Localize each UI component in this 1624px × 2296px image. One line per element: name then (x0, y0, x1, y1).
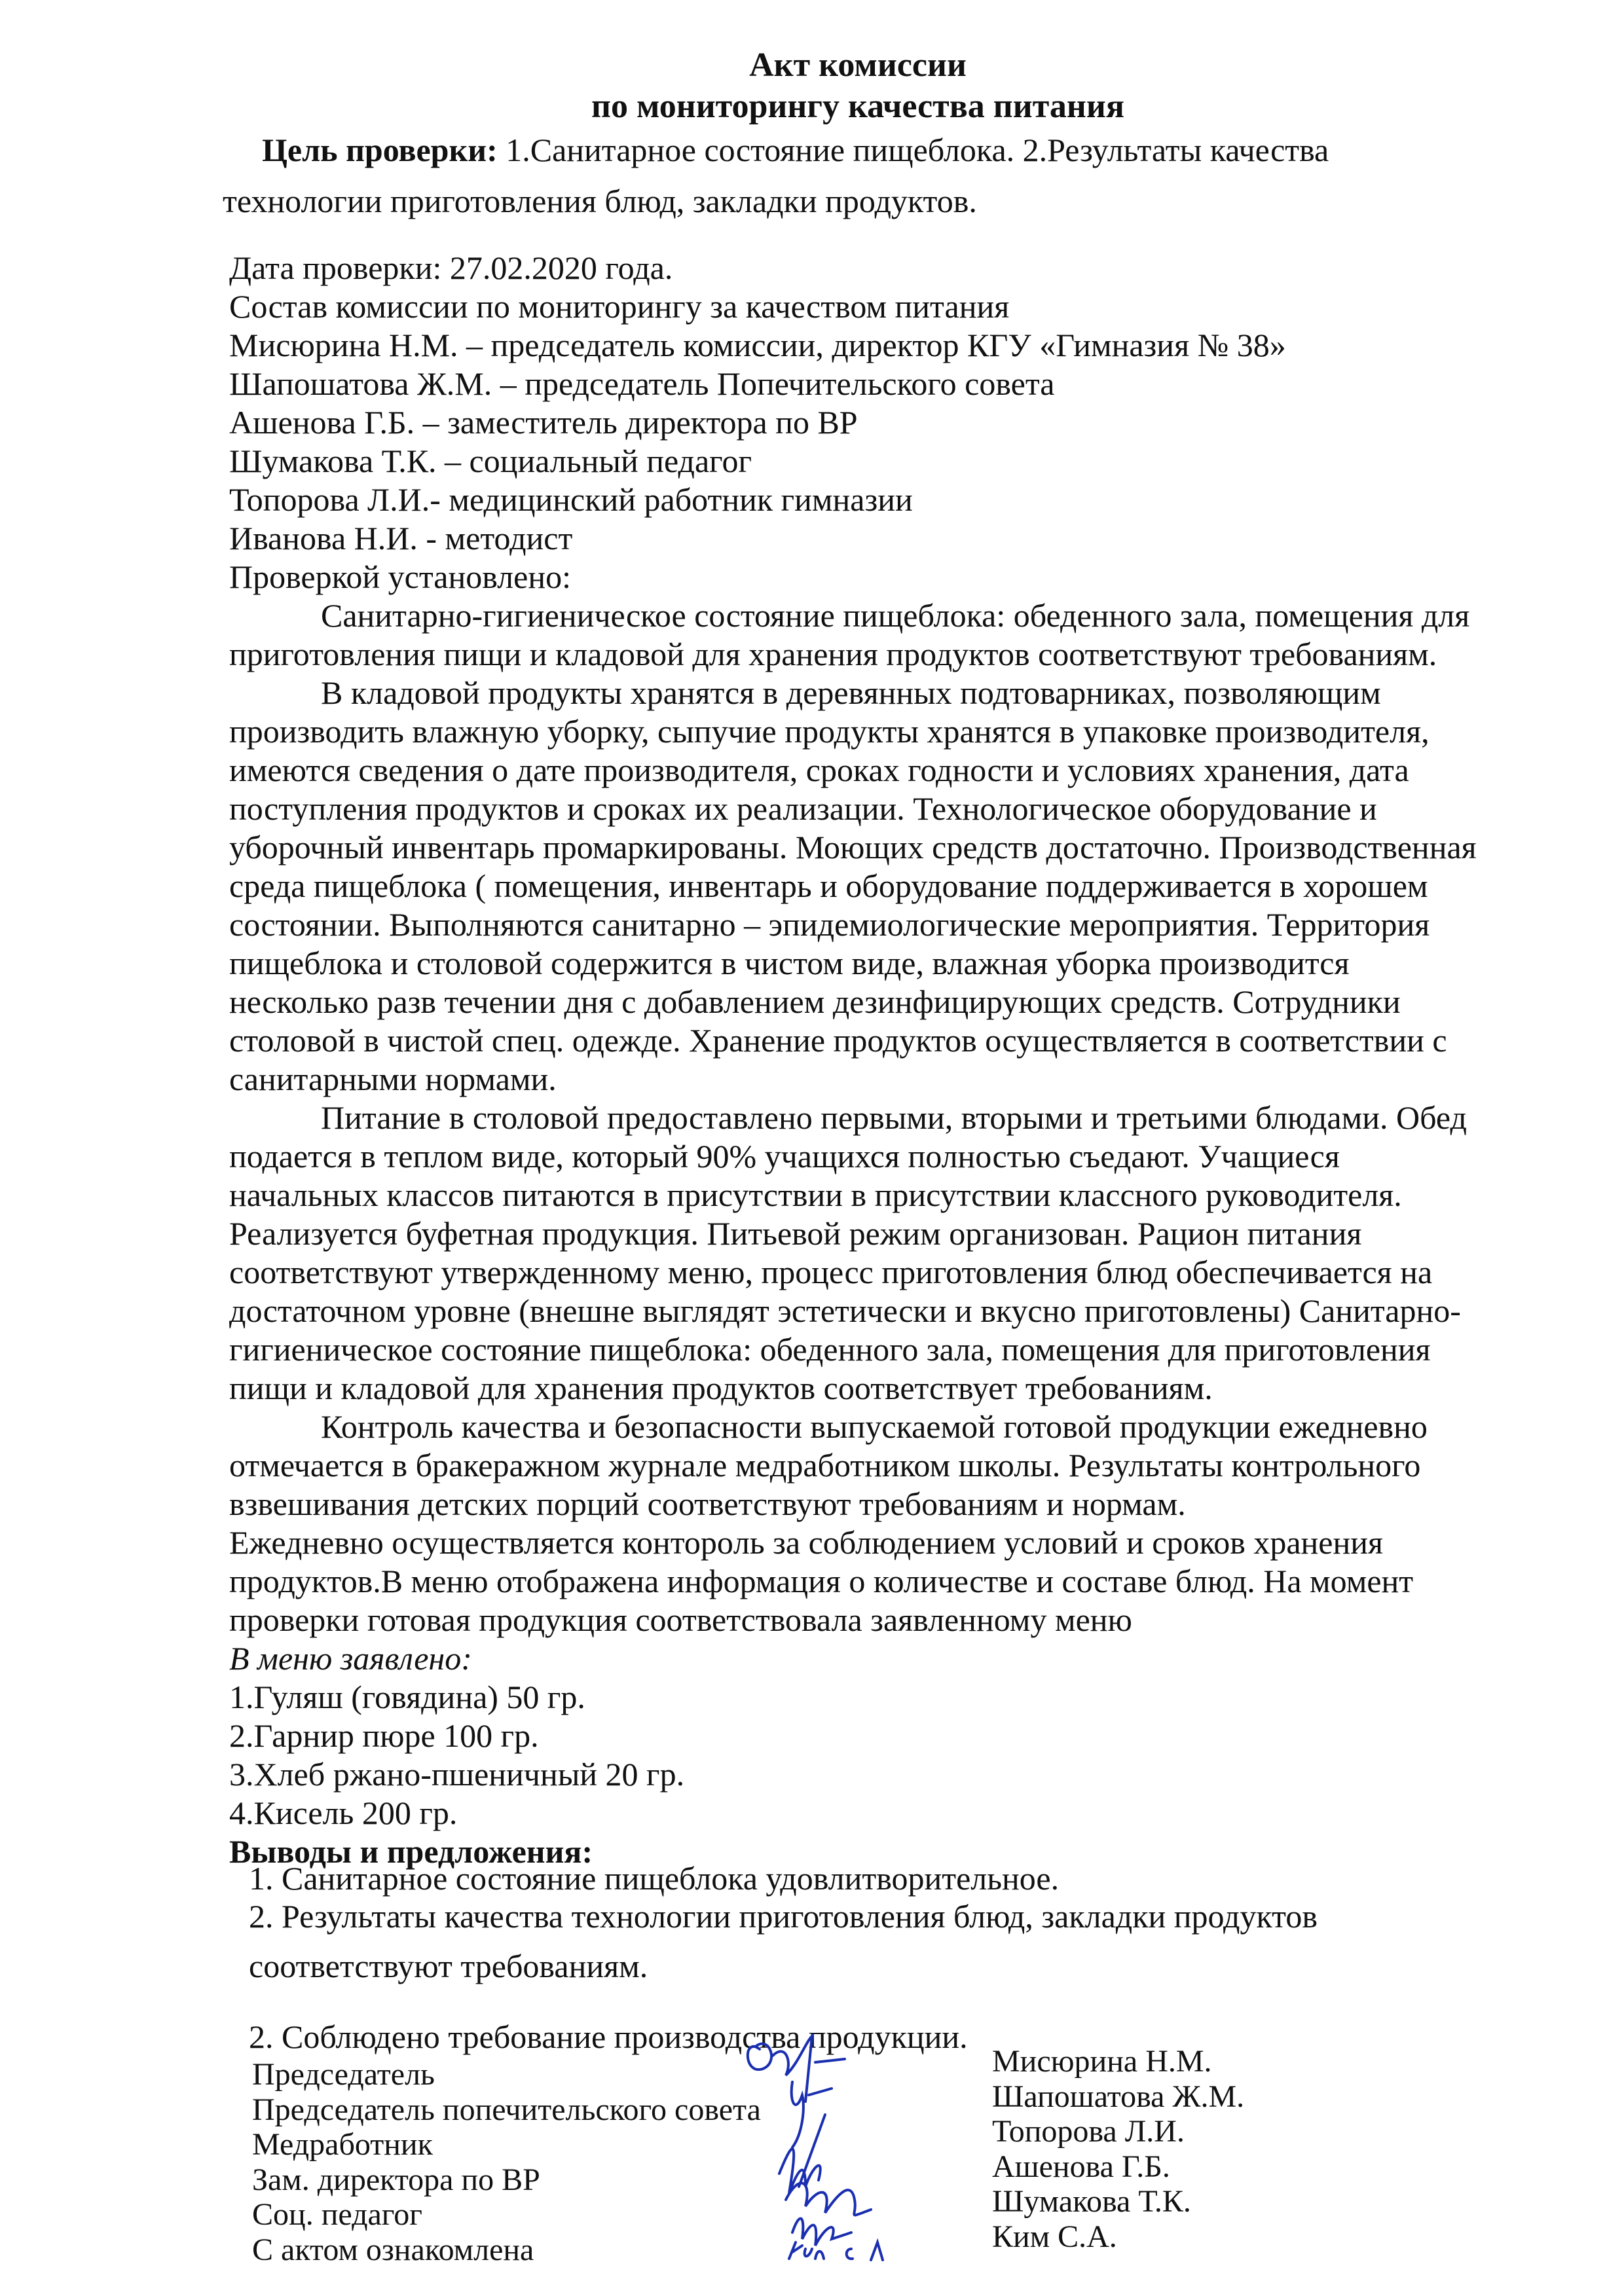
commission-member: Шапошатова Ж.М. – председатель Попечительского совета (229, 365, 1055, 402)
paragraph (229, 596, 1477, 674)
paragraph-line: гигиеническое состояние пищеблока: обеденного зала, помещения для приготовления (229, 1331, 1431, 1368)
paragraph-line: начальных классов питаются в присутствии в присутствии классного руководителя. (229, 1176, 1402, 1213)
paragraph-line: приготовления пищи и кладовой для хранения продуктов соответствуют требованиям. (229, 636, 1437, 672)
signature-social (792, 2219, 851, 2246)
paragraph-line: пищеблока и столовой содержится в чистом виде, влажная уборка производится (229, 945, 1350, 981)
paragraph (229, 1099, 1477, 1408)
signatory-role: Соц. педагог (252, 2197, 422, 2232)
inspection-goal (223, 124, 1329, 227)
goal-text-1: 1.Санитарное состояние пищеблока. 2.Результаты качества (497, 132, 1329, 168)
menu-item: 1.Гуляш (говядина) 50 гр. (229, 1679, 585, 1715)
signatory-name: Ким С.А. (992, 2219, 1117, 2254)
title-line-1: Акт комиссии (749, 46, 967, 84)
menu-item: 2.Гарнир пюре 100 гр. (229, 1717, 539, 1754)
signatory-name: Мисюрина Н.М. (992, 2044, 1212, 2079)
signature-chairman (748, 2036, 845, 2102)
commission-member: Иванова Н.И. - методист (229, 520, 573, 556)
paragraph-line: достаточном уровне (внешне выглядят эстетически и вкусно приготовлены) Санитарно- (229, 1292, 1461, 1329)
paragraph (229, 1408, 1477, 1523)
paragraph (229, 674, 1477, 1099)
signatory-name: Топорова Л.И. (992, 2114, 1185, 2149)
document-body (229, 249, 1477, 1871)
commission-members (229, 326, 1477, 558)
paragraph-line: несколько разв течении дня с добавлением дезинфицирующих средств. Сотрудники (229, 983, 1401, 1020)
signatory-role: Председатель (252, 2057, 435, 2092)
paragraph-line: Контроль качества и безопасности выпускаемой готовой продукции ежедневно (321, 1408, 1428, 1445)
commission-heading: Состав комиссии по мониторингу за качеством питания (229, 288, 1010, 325)
paragraph-line: Санитарно-гигиеническое состояние пищеблока: обеденного зала, помещения для (321, 597, 1470, 634)
goal-label: Цель проверки: (262, 132, 498, 168)
handwritten-signatures (740, 2023, 989, 2265)
signatory-name: Шапошатова Ж.М. (992, 2079, 1245, 2114)
document-title (0, 45, 1624, 127)
signatory-role: Зам. директора по ВР (252, 2162, 540, 2197)
paragraph-line: среда пищеблока ( помещения, инвентарь и оборудование поддерживается в хорошем (229, 867, 1428, 904)
paragraph-line: состоянии. Выполняются санитарно – эпидемиологические мероприятия. Территория (229, 906, 1430, 943)
signatory-role: С актом ознакомлена (252, 2232, 534, 2267)
commission-member: Ашенова Г.Б. – заместитель директора по ВР (229, 404, 858, 441)
conclusion-1: 1. Санитарное состояние пищеблока удовлитворительное. (249, 1860, 1060, 1897)
signatory-names (992, 2044, 1244, 2254)
signatory-name: Шумакова Т.К. (992, 2184, 1191, 2219)
goal-text-2: технологии приготовления блюд, закладки продуктов. (223, 183, 977, 219)
findings-paragraphs (229, 596, 1477, 1639)
conclusion-2-cont: соответствуют требованиям. (249, 1948, 648, 1984)
signatory-roles (252, 2057, 761, 2267)
paragraph-line: производить влажную уборку, сыпучие продукты хранятся в упаковке производителя, (229, 713, 1430, 750)
title-line-2: по мониторингу качества питания (591, 88, 1124, 125)
menu-heading: В меню заявлено: (229, 1640, 472, 1677)
menu-item: 3.Хлеб ржано-пшеничный 20 гр. (229, 1756, 685, 1793)
paragraph-line: столовой в чистой спец. одежде. Хранение продуктов осуществляется в соответствии с (229, 1022, 1447, 1059)
paragraph-line: Питание в столовой предоставлено первыми, вторыми и третьими блюдами. Обед (321, 1099, 1467, 1136)
paragraph-line: проверки готовая продукция соответствовала заявленному меню (229, 1601, 1132, 1638)
paragraph-line: отмечается в бракеражном журнале медработником школы. Результаты контрольного (229, 1447, 1421, 1484)
paragraph-line: пищи и кладовой для хранения продуктов соответствует требованиям. (229, 1370, 1213, 1406)
commission-member: Топорова Л.И.- медицинский работник гимназии (229, 481, 913, 518)
paragraph-line: продуктов.В меню отображена информация о количестве и составе блюд. На момент (229, 1563, 1414, 1599)
findings-heading: Проверкой установлено: (229, 558, 571, 595)
paragraph-line: В кладовой продукты хранятся в деревянных подтоварниках, позволяющим (321, 674, 1381, 711)
inspection-date: Дата проверки: 27.02.2020 года. (229, 249, 673, 286)
paragraph (229, 1523, 1477, 1639)
conclusion-3: 2. Соблюдено требование производства продукции. (249, 2018, 968, 2055)
paragraph-line: взвешивания детских порций соответствуют требованиям и нормам. (229, 1485, 1186, 1522)
conclusions-heading: Выводы и предложения: (229, 1833, 593, 1870)
signatory-name: Ашенова Г.Б. (992, 2149, 1170, 2184)
signature-kim (789, 2242, 883, 2260)
paragraph-line: уборочный инвентарь промаркированы. Моющих средств достаточно. Производственная (229, 829, 1477, 866)
menu-item: 4.Кисель 200 гр. (229, 1795, 458, 1831)
commission-member: Шумакова Т.К. – социальный педагог (229, 443, 752, 479)
paragraph-line: Реализуется буфетная продукция. Питьевой режим организован. Рацион питания (229, 1215, 1362, 1252)
conclusion-2: 2. Результаты качества технологии приготовления блюд, закладки продуктов (249, 1898, 1318, 1935)
signatory-role: Председатель попечительского совета (252, 2092, 761, 2127)
paragraph-line: санитарными нормами. (229, 1061, 557, 1097)
commission-member: Мисюрина Н.М. – председатель комиссии, директор КГУ «Гимназия № 38» (229, 327, 1286, 363)
paragraph-line: Ежедневно осуществляется конторoль за соблюдением условий и сроков хранения (229, 1524, 1383, 1561)
paragraph-line: соответствуют утвержденному меню, процесс приготовления блюд обеспечивается на (229, 1254, 1433, 1290)
signatory-role: Медработник (252, 2127, 433, 2162)
paragraph-line: имеются сведения о дате производителя, сроках годности и условиях хранения, дата (229, 752, 1409, 788)
paragraph-line: поступления продуктов и сроках их реализации. Технологическое оборудование и (229, 790, 1377, 827)
menu-list (229, 1678, 1477, 1832)
paragraph-line: подается в теплом виде, который 90% учащихся полностью съедают. Учащиеся (229, 1138, 1340, 1175)
